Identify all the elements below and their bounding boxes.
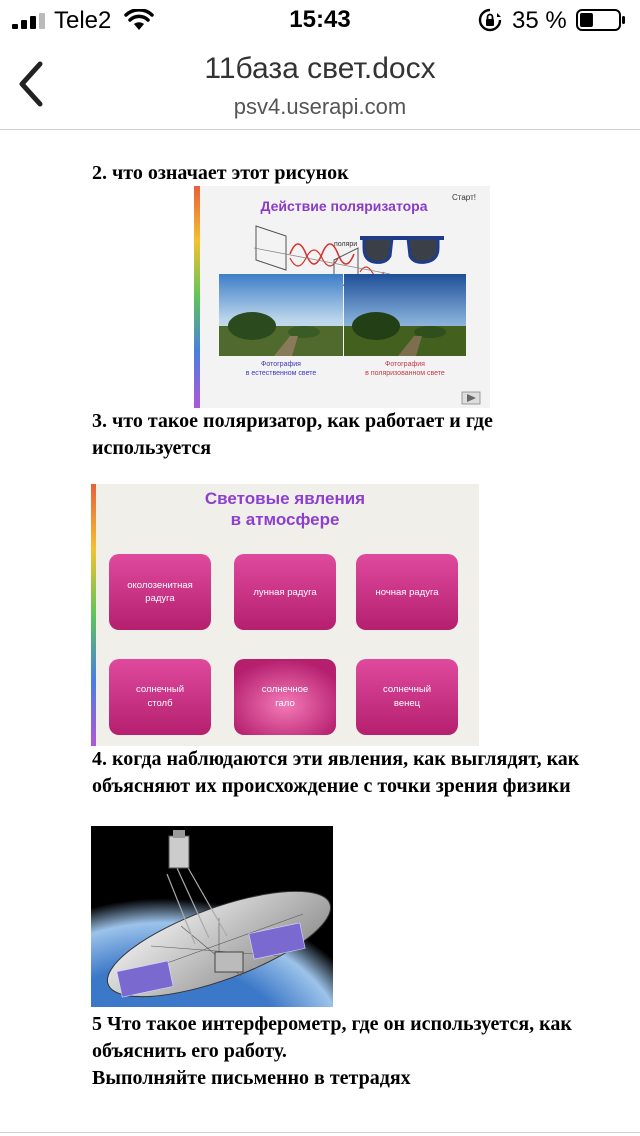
battery-percentage: 35 %: [512, 7, 567, 34]
toolbar-divider: [0, 1132, 640, 1133]
radio-telescope-image: [91, 826, 333, 1007]
phenomena-title-line2: в атмосфере: [230, 510, 340, 529]
polarizer-side-label: поляри: [334, 241, 358, 248]
tile-label-line1: солнечное: [261, 684, 309, 695]
phenomenon-tile: [234, 659, 336, 735]
document-title: 11база свет.docx: [204, 52, 436, 85]
caption-polarized-line1: Фотография: [385, 361, 425, 368]
caption-polarized-line2: в поляризованном свете: [365, 370, 445, 377]
question-3: 3. что такое поляризатор, как работает и где используется: [92, 410, 493, 459]
tile-label-line1: ночная радуга: [375, 587, 439, 598]
clock: 15:43: [289, 6, 351, 33]
tile-label-line2: радуга: [145, 593, 175, 604]
caption-natural-line2: в естественном свете: [245, 370, 317, 377]
polarized-light-photo: [344, 274, 466, 356]
tile-label-line2: венец: [393, 698, 421, 709]
homework-instruction: Выполняйте письменно в тетрадях: [92, 1067, 411, 1089]
question-4: 4. когда наблюдаются эти явления, как выглядят, как объясняют их происхождение с точки зрения физики: [92, 748, 580, 797]
tile-label-line1: околозенитная: [127, 580, 193, 591]
phenomenon-tile: [109, 554, 211, 630]
navigation-bar: [0, 40, 640, 130]
carrier-name: Tele2: [54, 7, 112, 34]
question-2: 2. что означает этот рисунок: [92, 162, 349, 184]
question-5: 5 Что такое интерферометр, где он используется, как объяснить его работу.: [92, 1013, 572, 1062]
caption-natural-line1: Фотография: [261, 361, 301, 368]
document-url: psv4.userapi.com: [233, 94, 407, 119]
polarizer-slide-image: [194, 186, 490, 408]
phenomenon-tile: [109, 659, 211, 735]
phenomenon-tile: [234, 554, 336, 630]
battery-icon: [576, 9, 626, 31]
tile-label-line2: столб: [147, 698, 173, 709]
atmospheric-phenomena-slide-image: [91, 484, 479, 746]
tile-label-line1: лунная радуга: [253, 587, 317, 598]
slide-play-icon: [462, 392, 480, 404]
tile-label-line1: солнечный: [135, 684, 185, 695]
rotation-lock-icon: [478, 8, 502, 32]
phenomenon-tile: [356, 554, 458, 630]
phenomena-title-line1: Световые явления: [204, 489, 366, 508]
tile-label-line1: солнечный: [382, 684, 432, 695]
status-bar: [0, 0, 640, 40]
start-label: Старт!: [452, 193, 476, 202]
polarizer-slide-title: Действие поляризатора: [260, 198, 428, 214]
natural-light-photo: [219, 274, 343, 356]
phenomenon-tile: [356, 659, 458, 735]
tile-label-line2: гало: [275, 698, 295, 709]
